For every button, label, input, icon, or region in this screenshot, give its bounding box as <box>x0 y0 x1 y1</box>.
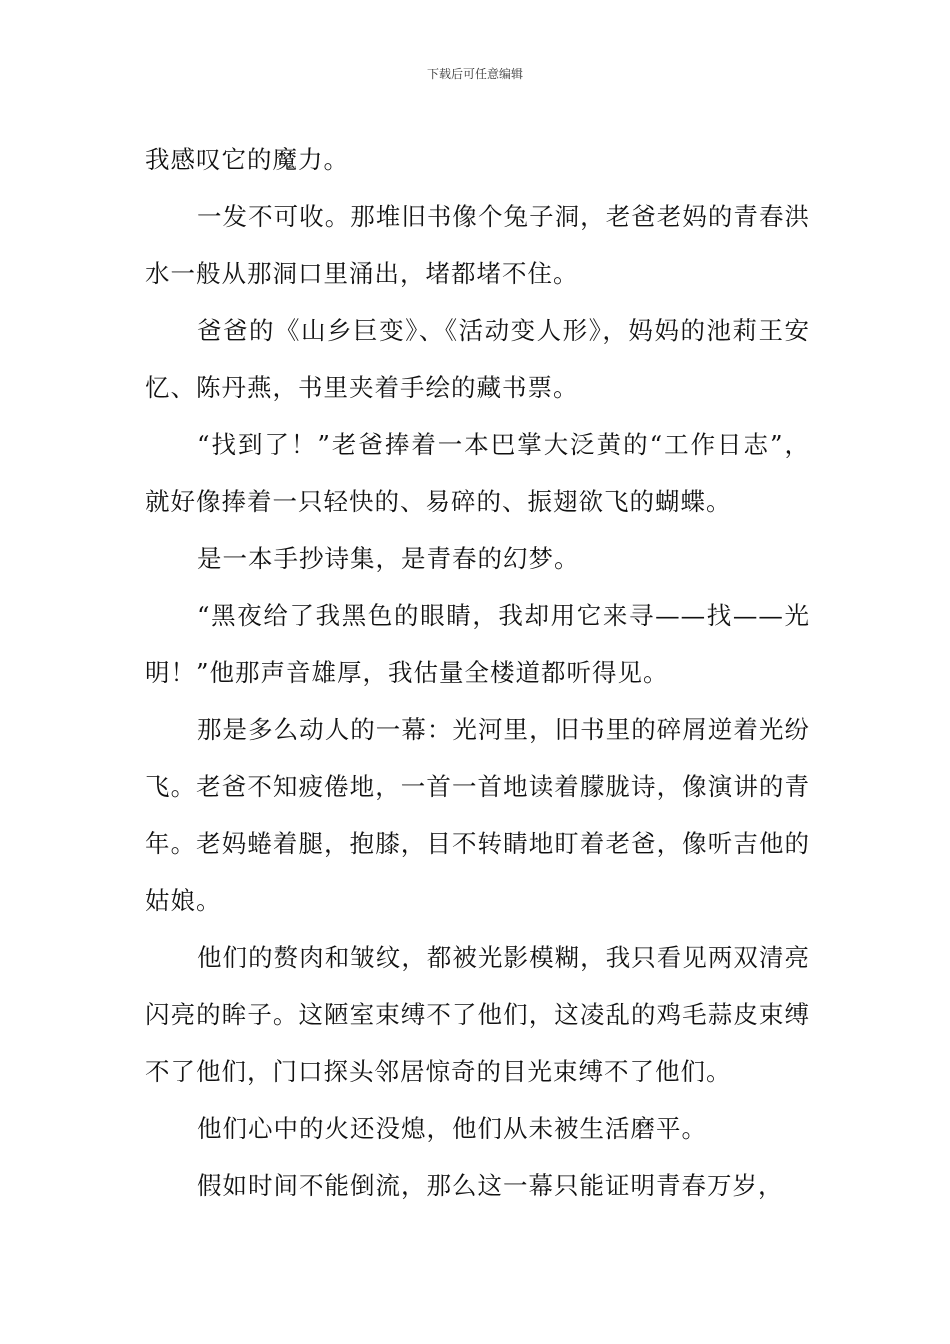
paragraph-3: 爸爸的《山乡巨变》、《活动变人形》，妈妈的池莉王安忆、陈丹燕，书里夹着手绘的藏书票。 <box>145 316 810 402</box>
document-body <box>145 131 810 1214</box>
paragraph-2: 一发不可收。那堆旧书像个兔子洞，老爸老妈的青春洪水一般从那洞口里涌出，堵都堵不住。 <box>145 202 810 288</box>
paragraph-7: 那是多么动人的一幕：光河里，旧书里的碎屑逆着光纷飞。老爸不知疲倦地，一首一首地读着朦胧诗，像演讲的青年。老妈蜷着腿，抱膝，目不转睛地盯着老爸，像听吉他的姑娘。 <box>145 715 810 915</box>
page-header: 下载后可任意编辑 <box>426 67 523 81</box>
paragraph-6: “黑夜给了我黑色的眼睛，我却用它来寻——找——光明！”他那声音雄厚，我估量全楼道都听得见。 <box>145 601 810 687</box>
paragraph-5: 是一本手抄诗集，是青春的幻梦。 <box>197 544 580 573</box>
paragraph-4: “找到了！”老爸捧着一本巴掌大泛黄的“工作日志”，就好像捧着一只轻快的、易碎的、振翅欲飞的蝴蝶。 <box>145 430 810 516</box>
paragraph-8: 他们的赘肉和皱纹，都被光影模糊，我只看见两双清亮闪亮的眸子。这陋室束缚不了他们，这凌乱的鸡毛蒜皮束缚不了他们，门口探头邻居惊奇的目光束缚不了他们。 <box>145 943 810 1086</box>
paragraph-1: 我感叹它的魔力。 <box>145 145 349 174</box>
paragraph-10: 假如时间不能倒流，那么这一幕只能证明青春万岁， <box>197 1171 784 1200</box>
paragraph-9: 他们心中的火还没熄，他们从未被生活磨平。 <box>197 1114 707 1143</box>
